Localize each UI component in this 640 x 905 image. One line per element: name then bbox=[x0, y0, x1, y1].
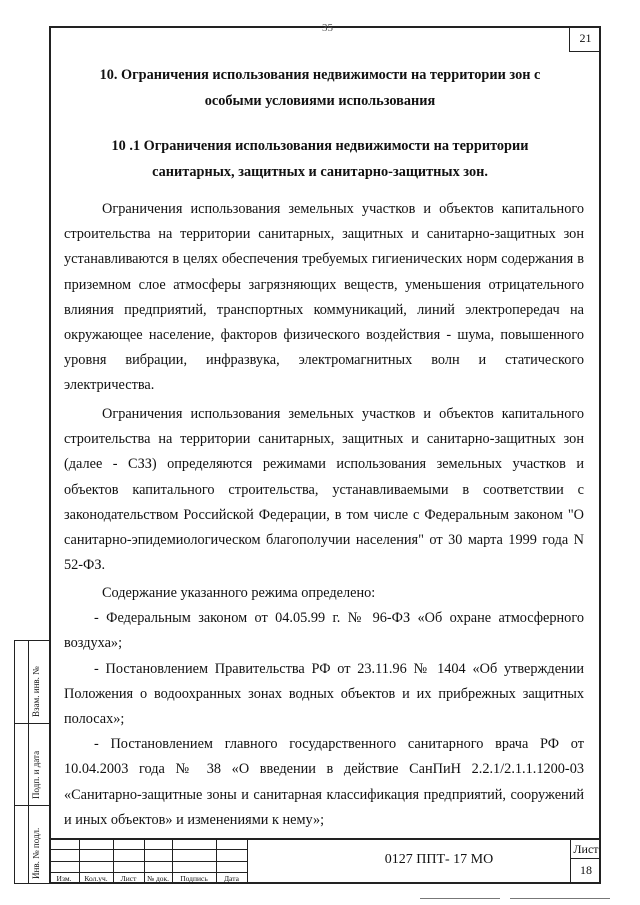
subsection-heading-line2: санитарных, защитных и санитарно-защитных зон. bbox=[152, 164, 488, 180]
paragraph-3: Содержание указанного режима определено: bbox=[102, 585, 376, 601]
corner-page-number: 21 bbox=[569, 26, 601, 52]
subsection-heading-line1: 10 .1 Ограничения использования недвижимости на территории bbox=[111, 138, 529, 154]
col-label-list: Лист bbox=[120, 874, 137, 883]
requirements-block bbox=[64, 581, 584, 833]
side-label-replace-inv: Взам. инв. № bbox=[31, 666, 41, 717]
side-label-inv-original: Инв. № подл. bbox=[31, 827, 41, 879]
col-label-podpis: Подпись bbox=[180, 874, 208, 883]
col-label-izm: Изм. bbox=[56, 874, 72, 883]
list-item: - Федеральным законом от 04.05.99 г. № 96-ФЗ «Об охране атмосферного воздуха»; bbox=[64, 610, 584, 652]
section-heading-line1: 10. Ограничения использования недвижимости на территории зон с bbox=[99, 67, 541, 83]
scan-artifact-line bbox=[510, 898, 610, 899]
paragraph-1: Ограничения использования земельных участков и объектов капитального строительства на территории санитарных, защитных и санитарно-защитных зон устанавливаются в целях обеспечения требуемых гигиенических норм содержания в приземном слое атмосферы загрязняющих веществ, уменьшения отрицательного влияния предприятий, транспортных коммуникаций, линий электропередач на окружающее население, факторов физического воздействия - шума, повышенного уровня вибрации, инфразвука, электромагнитных волн и статического электричества. bbox=[64, 201, 584, 394]
paragraph-2: Ограничения использования земельных участков и объектов капитального строительства на территории санитарных, защитных и санитарно-защитных зон (далее - СЗЗ) определяются режимами использования земельных участков и объектов капитального строительства, устанавливаемыми в соответствии с законодательством Российской Федерации, в том числе с Федеральным законом "О санитарно-эпидемиологическом благополучии населения" от 30 марта 1999 года N 52-ФЗ. bbox=[64, 406, 584, 574]
list-item: - Постановлением Правительства РФ от 23.11.96 № 1404 «Об утверждении Положения о водоохранных зонах водных объектов и их прибрежных защитных полосах»; bbox=[64, 660, 584, 728]
list-item: - Постановлением главного государственного санитарного врача РФ от 10.04.2003 года № 38 «О введении в действие СанПиН 2.2.1/2.1.1.1200-03 «Санитарно-защитные зоны и санитарная классификация предприятий, сооружений и иных объектов» и изменениями к нему»; bbox=[64, 736, 584, 828]
col-label-koluch: Кол.уч. bbox=[84, 874, 108, 883]
sheet-number: 18 bbox=[580, 863, 592, 877]
document-code: 0127 ППТ- 17 МО bbox=[384, 852, 494, 867]
subsection-heading bbox=[60, 133, 580, 185]
section-heading bbox=[60, 62, 580, 114]
col-label-ndok: № док. bbox=[146, 874, 170, 883]
side-label-sign-date: Подп. и дата bbox=[31, 750, 41, 799]
sheet-label: Лист bbox=[573, 842, 599, 856]
side-stamp bbox=[14, 640, 49, 884]
title-block bbox=[49, 838, 601, 884]
top-page-number: 35 bbox=[322, 22, 333, 34]
scan-artifact-line bbox=[420, 898, 500, 899]
section-heading-line2: особыми условиями использования bbox=[204, 93, 436, 109]
col-label-data: Дата bbox=[224, 874, 239, 883]
